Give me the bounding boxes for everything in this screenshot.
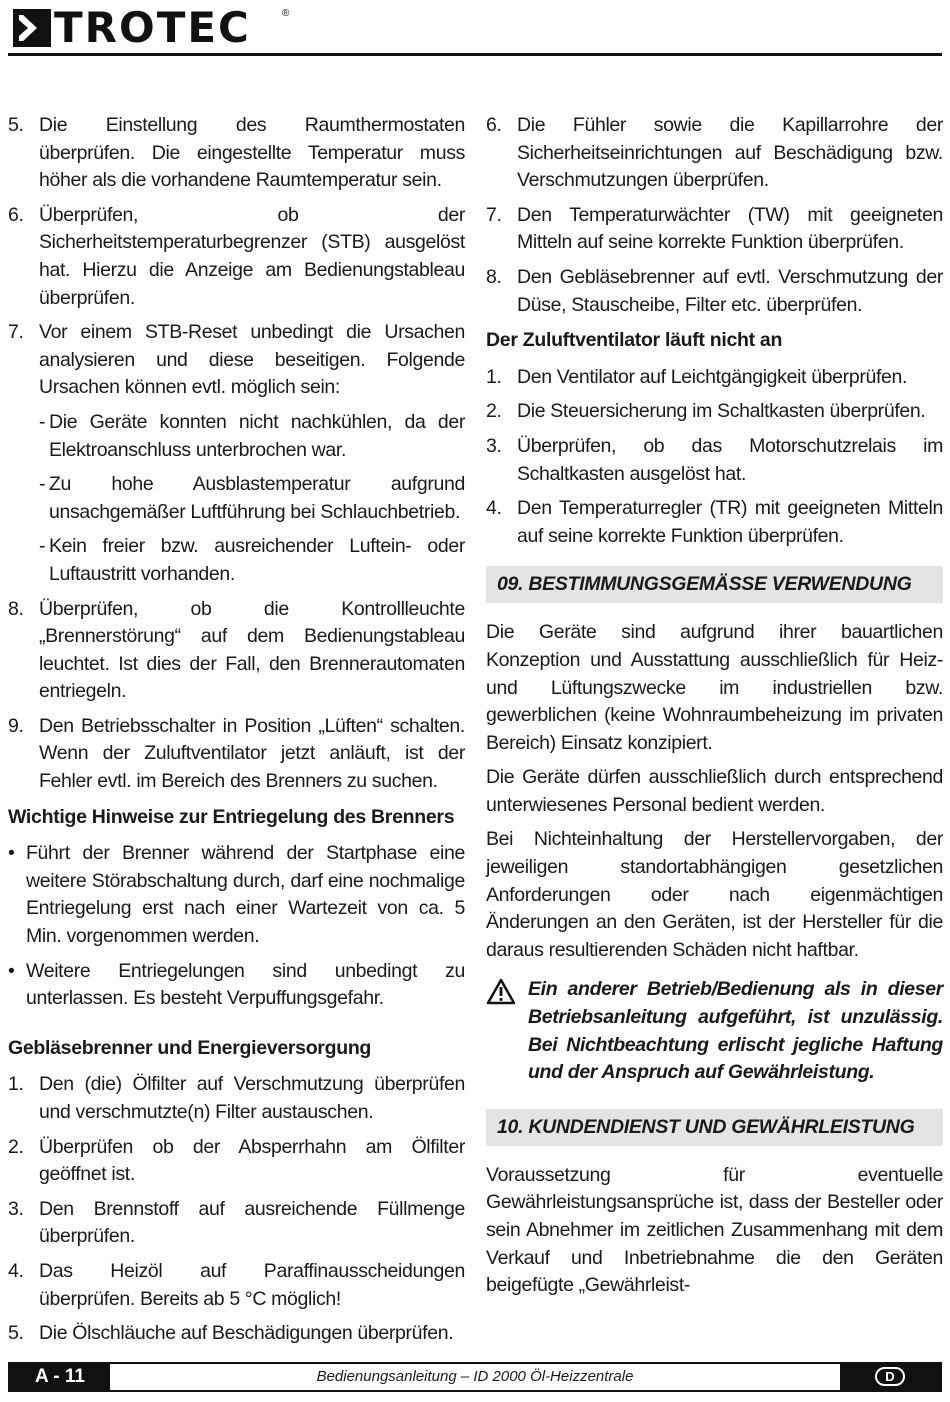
heading-unlock-notes: Wichtige Hinweise zur Entriegelung des Brenners [8, 805, 455, 828]
section-10-banner [486, 1109, 943, 1146]
item-number: 9. [8, 714, 24, 737]
list-item [486, 398, 943, 426]
list-item [486, 202, 943, 257]
bullet-icon: • [8, 842, 15, 865]
item-text: Überprüfen, ob die Kontrollleuchte „Brennerstörung“ auf dem Bedienungstableau leuchtet. Ist dies der Fall, den Brennerautomaten entriegeln. [39, 597, 465, 703]
list-item [8, 713, 465, 796]
bullet-item [8, 840, 465, 950]
item-number: 5. [8, 1322, 24, 1345]
warning-note [486, 976, 943, 1086]
item-text: Das Heizöl auf Paraffinausscheidungen überprüfen. Bereits ab 5 °C möglich! [39, 1259, 465, 1310]
list-item [8, 1134, 465, 1189]
item-number: 7. [486, 203, 502, 226]
item-number: 4. [8, 1259, 24, 1282]
item-text: Überprüfen, ob das Motorschutzrelais im Schaltkasten ausgelöst hat. [517, 434, 943, 485]
list-item [8, 202, 465, 312]
warning-icon [486, 976, 528, 1086]
item-number: 1. [8, 1073, 24, 1096]
list-item [486, 264, 943, 319]
item-text: Überprüfen ob der Absperrhahn am Ölfilter geöffnet ist. [39, 1135, 465, 1186]
list-item [486, 433, 943, 488]
sub-item-text: Zu hohe Ausblastemperatur aufgrund unsachgemäßer Luftführung bei Schlauchbetrieb. [49, 473, 465, 523]
item-number: 1. [486, 365, 502, 388]
logo-wordmark: TROTEC [54, 3, 251, 52]
item-text: Überprüfen, ob der Sicherheitstemperaturbegrenzer (STB) ausgelöst hat. Hierzu die Anzeige am Bedienungstableau überprüfen. [39, 203, 465, 309]
item-number: 8. [486, 265, 502, 288]
item-text: Den Temperaturregler (TR) mit geeigneten Mitteln auf seine korrekte Funktion überprüfen. [517, 497, 943, 547]
bullet-icon: • [8, 959, 15, 982]
bullet-item [8, 958, 465, 1013]
page-number: A - 11 [10, 1364, 110, 1390]
language-box [840, 1364, 940, 1390]
item-text: Die Fühler sowie die Kapillarrohre der Sicherheitseinrichtungen auf Beschädigung bzw. Verschmutzungen überprüfen. [517, 114, 943, 192]
sub-list-item: - Zu hohe Ausblastemperatur aufgrund unsachgemäßer Luftführung bei Schlauchbetrieb. [39, 471, 465, 526]
bullet-text: Führt der Brenner während der Startphase eine weitere Störabschaltung durch, darf eine nochmalige Entriegelung erst nach einer Wartezeit von ca. 5 Min. vorgenommen werden. [26, 842, 465, 948]
language-badge: D [875, 1367, 905, 1386]
heading-burner-energy: Gebläsebrenner und Energieversorgung [8, 1036, 372, 1059]
sub-list-item: - Die Geräte konnten nicht nachkühlen, da der Elektroanschluss unterbrochen war. [39, 409, 465, 464]
item-number: 8. [8, 597, 24, 620]
list-item [8, 1071, 465, 1126]
paragraph: Die Geräte sind aufgrund ihrer bauartlichen Konzeption und Ausstattung ausschließlich für Heiz- und Lüftungszwecke im industriellen bzw. gewerblichen (keine Wohnraumbeheizung im privaten Bereich) Einsatz konzipiert. [486, 621, 943, 754]
left-column [8, 112, 465, 1355]
item-number: 2. [8, 1135, 24, 1158]
item-number: 2. [486, 400, 502, 423]
sub-item-text: Kein freier bzw. ausreichender Luftein- oder Luftaustritt vorhanden. [49, 535, 465, 585]
item-number: 5. [8, 114, 24, 136]
list-item [486, 112, 943, 195]
footer-title: Bedienungsanleitung – ID 2000 Öl-Heizzentrale [316, 1368, 634, 1385]
list-item [8, 1196, 465, 1251]
page-header [8, 0, 942, 64]
heading-fan: Der Zuluftventilator läuft nicht an [486, 329, 783, 352]
item-text: Den (die) Ölfilter auf Verschmutzung überprüfen und verschmutzte(n) Filter austauschen. [39, 1073, 465, 1123]
right-column [486, 112, 943, 1307]
section-10-title: 10. KUNDENDIENST UND GEWÄHRLEISTUNG [497, 1115, 915, 1138]
section-09-banner [486, 566, 943, 603]
item-number: 6. [8, 203, 24, 226]
registered-mark: ® [282, 8, 290, 19]
warning-text: Ein anderer Betrieb/Bedienung als in dieser Betriebsanleitung aufgeführt, ist unzulässig. Bei Nichtbeachtung erlischt jegliche Haftung und der Anspruch auf Gewährleistung. [528, 978, 943, 1084]
page-footer [8, 1362, 942, 1392]
item-number: 6. [486, 114, 502, 136]
item-text: Den Temperaturwächter (TW) mit geeigneten Mitteln auf seine korrekte Funktion überprüfen. [517, 203, 943, 254]
sub-list-item: - Kein freier bzw. ausreichender Luftein- oder Luftaustritt vorhanden. [39, 533, 465, 588]
item-text: Den Brennstoff auf ausreichende Füllmenge überprüfen. [39, 1197, 465, 1248]
trotec-logo [12, 3, 290, 52]
list-item [8, 596, 465, 706]
item-number: 4. [486, 497, 502, 520]
sub-item-text: Die Geräte konnten nicht nachkühlen, da der Elektroanschluss unterbrochen war. [49, 410, 465, 461]
paragraph: Voraussetzung für eventuelle Gewährleistungsansprüche ist, dass der Besteller oder sein Abnehmer im zeitlichen Zusammenhang mit dem Verkauf und Inbetriebnahme die den Geräten beigefügte „Gewährleist- [486, 1163, 943, 1297]
item-text: Den Ventilator auf Leichtgängigkeit überprüfen. [517, 365, 908, 388]
item-text: Den Betriebsschalter in Position „Lüften“ schalten. Wenn der Zuluftventilator jetzt anläuft, ist der Fehler evtl. im Bereich des Brenners zu suchen. [39, 714, 465, 793]
paragraph: Bei Nichteinhaltung der Herstellervorgaben, der jeweiligen standortabhängigen gesetzlichen Anforderungen oder nach eigenmächtigen Änderungen an den Geräten, ist der Hersteller für die daraus resultierenden Schäden nicht haftbar. [486, 828, 943, 961]
paragraph: Die Geräte dürfen ausschließlich durch entsprechend unterwiesenes Personal bedient werden. [486, 766, 943, 816]
list-item [8, 112, 465, 195]
list-item [8, 319, 465, 402]
item-number: 3. [486, 434, 502, 457]
bullet-text: Weitere Entriegelungen sind unbedingt zu unterlassen. Es besteht Verpuffungsgefahr. [26, 959, 465, 1010]
item-text: Die Ölschläuche auf Beschädigungen überprüfen. [39, 1322, 454, 1345]
item-number: 3. [8, 1197, 24, 1220]
list-item [8, 1258, 465, 1313]
list-item [486, 364, 943, 392]
item-text: Vor einem STB-Reset unbedingt die Ursachen analysieren und diese beseitigen. Folgende Ursachen können evtl. möglich sein: [39, 321, 465, 399]
item-text: Den Gebläsebrenner auf evtl. Verschmutzung der Düse, Stauscheibe, Filter etc. überprüfen. [517, 265, 943, 316]
list-item [8, 1320, 465, 1348]
item-number: 7. [8, 321, 24, 344]
item-text: Die Einstellung des Raumthermostaten überprüfen. Die eingestellte Temperatur muss höher als die vorhandene Raumtemperatur sein. [39, 114, 465, 192]
header-rule [8, 53, 942, 56]
section-09-title: 09. BESTIMMUNGSGEMÄSSE VERWENDUNG [497, 573, 912, 596]
list-item [486, 495, 943, 550]
logo-arrow-icon [12, 8, 52, 48]
item-text: Die Steuersicherung im Schaltkasten überprüfen. [517, 400, 926, 423]
